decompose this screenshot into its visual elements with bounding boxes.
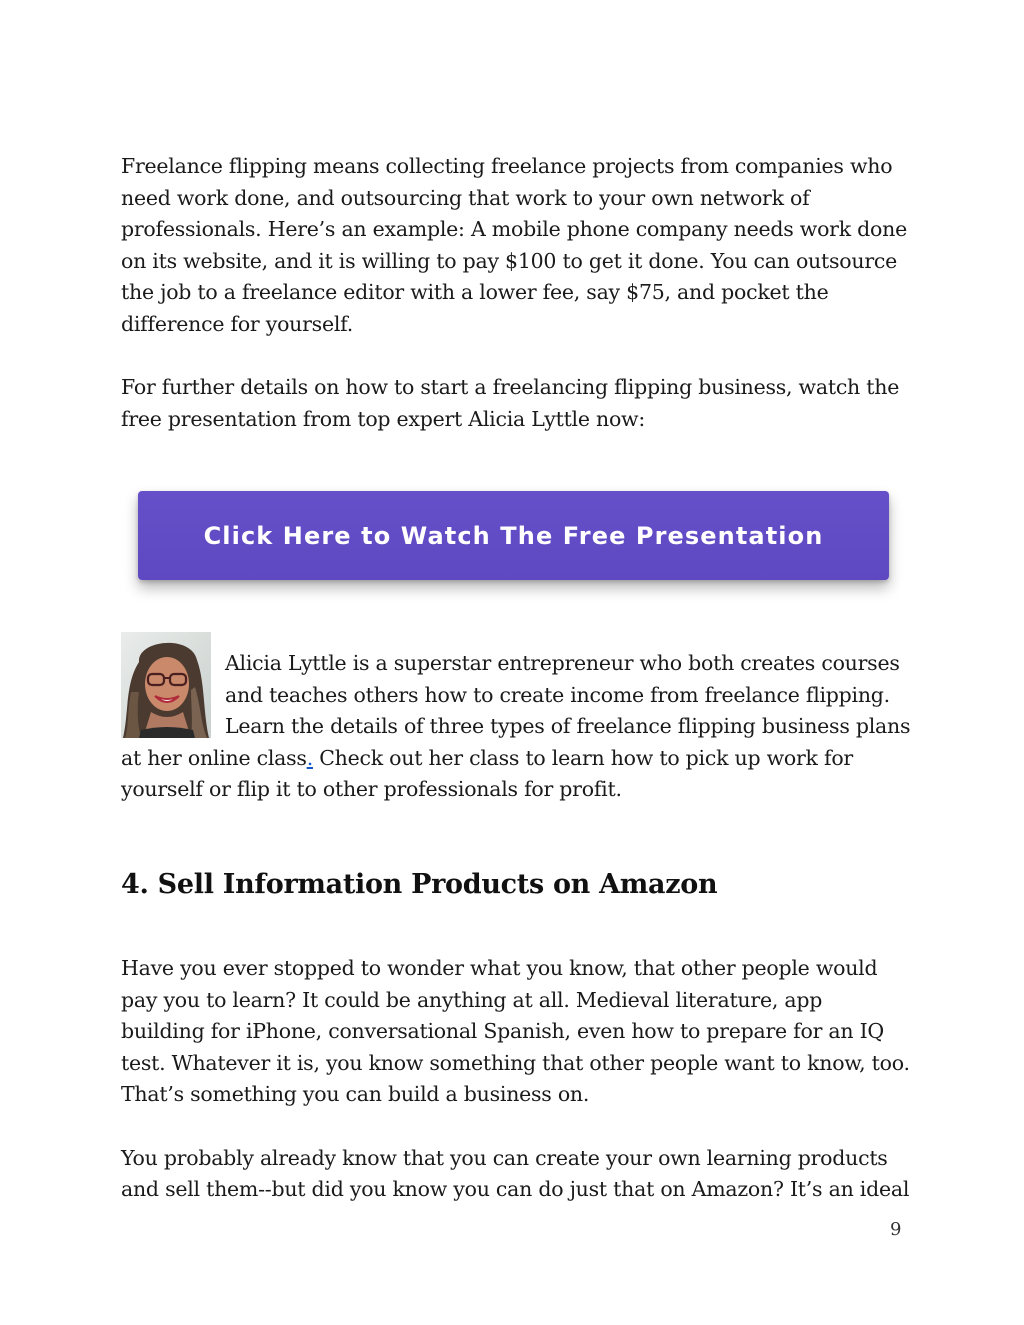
cta-container [138, 491, 889, 580]
intro-paragraph-2: For further details on how to start a freelancing flipping business, watch the free presentation from top expert Alicia Lyttle now: [121, 375, 900, 431]
section-heading: 4. Sell Information Products on Amazon [121, 869, 718, 900]
intro-paragraph-1: Freelance flipping means collecting freelance projects from companies who need work done, and outsourcing that work to your own network of professionals. Here’s an example: A mobile phone company needs work done on its website, and it is willing to pay $100 to get it done. You can outsource the job to a freelance editor with a lower fee, say $75, and pocket the difference for yourself. [121, 154, 907, 336]
watch-presentation-button[interactable]: Click Here to Watch The Free Presentation [138, 491, 889, 580]
author-bio [121, 632, 911, 806]
author-photo [121, 632, 211, 738]
bio-paragraph [121, 632, 911, 806]
section-paragraph-2: You probably already know that you can create your own learning products and sell them--but did you know you can do just that on Amazon? It’s an ideal [121, 1145, 910, 1202]
bio-text-end: Check out her class to learn how to pick up work for yourself or flip it to other professionals for profit. [121, 745, 853, 802]
page-number: 9 [890, 1219, 902, 1240]
intro-section [121, 151, 911, 435]
online-class-link[interactable]: . [306, 745, 313, 770]
section-paragraph-1: Have you ever stopped to wonder what you know, that other people would pay you to learn? It could be anything at all. Medieval literature, app building for iPhone, conversational Spanish, even how to prepare for an IQ test. Whatever it is, you know something that other people want to know, too. That’s something you can build a business on. [121, 956, 910, 1107]
section-body [121, 953, 911, 1206]
bio-text-start: Alicia Lyttle is a superstar entrepreneur who both creates courses and teaches others how to create income from freelance flipping. Learn the details of three types of freelance flipping business plans at her online class [121, 651, 911, 770]
